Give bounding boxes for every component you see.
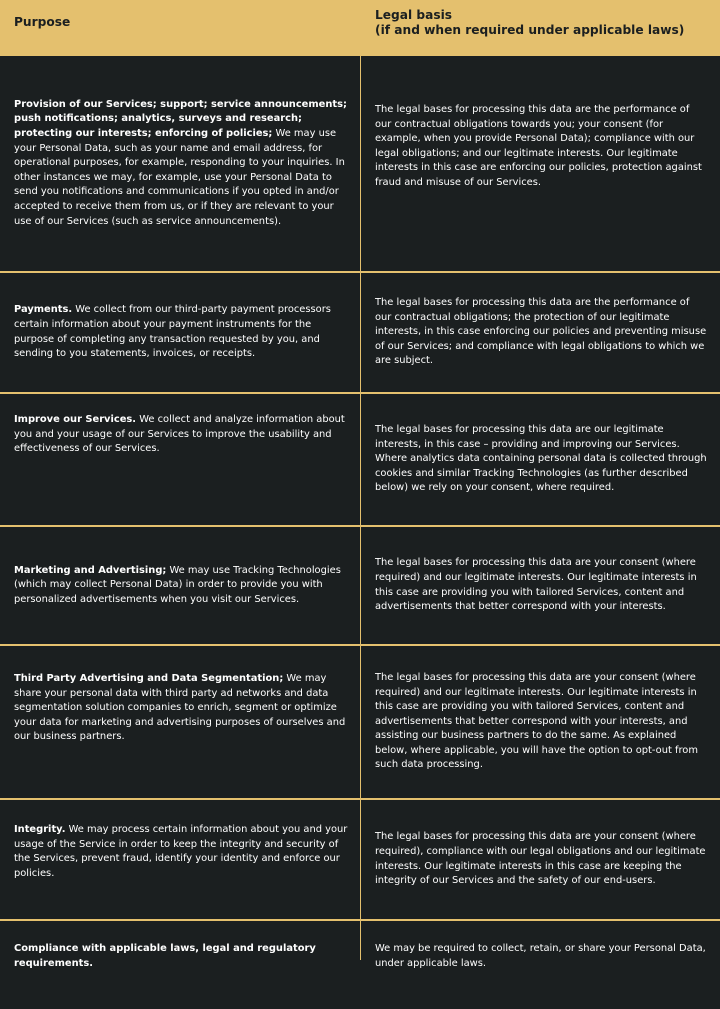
table-row <box>0 919 720 1009</box>
legal-basis-cell <box>361 394 720 525</box>
header-legal-basis <box>361 0 720 54</box>
purpose-lead: Payments. <box>14 304 73 316</box>
legal-basis-text: The legal bases for processing this data are the performance of our contractual obligations towards you; your consent (for example, when you provide Personal Data); compliance with our legal obligations; and our legitimate interests. Our legitimate interests in this case are enforcing our policies, protection against fraud and misuse of our Services. <box>375 104 702 188</box>
table-row <box>0 798 720 919</box>
legal-basis-text: The legal bases for processing this data are your consent (where required), compliance with our legal obligations and our legitimate interests. Our legitimate interests in this case are keeping the integrity of our Services and the safety of our end-users. <box>375 831 706 887</box>
purpose-text: We collect from our third-party payment processors certain information about your payment instruments for the purpose of completing any transaction requested by you, and sending to you statements, invoices, or receipts. <box>14 304 331 360</box>
table-header <box>0 0 720 54</box>
purpose-cell <box>0 646 360 798</box>
purpose-text: We collect and analyze information about you and your usage of our Services to improve the usability and effectiveness of our Services. <box>14 414 345 455</box>
legal-basis-cell <box>361 800 720 919</box>
legal-basis-text: The legal bases for processing this data are the performance of our contractual obligations; the protection of our legitimate interests, in this case enforcing our policies and preventing misuse of our Services; and compliance with legal obligations to which we are subject. <box>375 297 707 367</box>
purpose-text: We may use Tracking Technologies (which may collect Personal Data) in order to provide you with personalized advertisements when you visit our Services. <box>14 564 341 605</box>
purpose-lead: Compliance with applicable laws, legal and regulatory requirements. <box>14 943 316 969</box>
table-row <box>0 644 720 798</box>
purpose-text: We may use your Personal Data, such as your name and email address, for operational purposes, for example, responding to your inquiries. In other instances we may, for example, use your Personal Data to send you notifications and communications if you opted in and/or accepted to receive them from us, or if they are relevant to your use of our Services (such as service announcements). <box>14 128 345 227</box>
purpose-lead: Marketing and Advertising; <box>14 564 167 576</box>
header-purpose <box>0 0 361 54</box>
purpose-text: We may process certain information about you and your usage of the Service in order to keep the integrity and security of the Services, prevent fraud, identify your identity and enforce our policies. <box>14 824 348 879</box>
legal-basis-text: The legal bases for processing this data are your consent (where required) and our legitimate interests. Our legitimate interests in this case are providing you with tailored Services, content and advertisements that better correspond with your interests. <box>375 557 697 613</box>
purpose-lead: Improve our Services. <box>14 414 137 425</box>
legal-basis-cell <box>361 527 720 644</box>
purpose-cell <box>0 56 360 271</box>
purpose-cell <box>0 800 360 919</box>
legal-basis-text: We may be required to collect, retain, or share your Personal Data, under applicable laws. <box>375 943 706 969</box>
legal-basis-text: The legal bases for processing this data are our legitimate interests, in this case – providing and improving our Services. Where analytics data containing personal data is collected through cookies and similar Tracking Technologies (as further described below) we rely on your consent, where required. <box>375 424 707 494</box>
purpose-lead: Third Party Advertising and Data Segmentation; <box>14 673 284 684</box>
purpose-cell <box>0 273 360 392</box>
table-row <box>0 54 720 271</box>
purpose-cell <box>0 921 360 1009</box>
header-purpose-label: Purpose <box>14 15 71 29</box>
legal-basis-text: The legal bases for processing this data are your consent (where required) and our legitimate interests. Our legitimate interests in this case are providing you with tailored Services, content and advertisements that better correspond with your interests, and assisting our business partners to do the same. As explained below, where applicable, you will have the option to opt-out from such data processing. <box>375 671 698 771</box>
table-body <box>0 54 720 1009</box>
legal-basis-cell <box>361 646 720 798</box>
table-row <box>0 271 720 392</box>
legal-basis-cell <box>361 56 720 271</box>
table-row <box>0 525 720 644</box>
purpose-text: We may share your personal data with third party ad networks and data segmentation solution companies to enrich, segment or optimize your data for marketing and advertising purposes of ourselves and our business partners. <box>14 673 346 743</box>
legal-basis-cell <box>361 921 720 1009</box>
purpose-lead: Integrity. <box>14 824 66 835</box>
purpose-cell <box>0 394 360 525</box>
purpose-cell <box>0 527 360 644</box>
legal-basis-cell <box>361 273 720 392</box>
table-row <box>0 392 720 525</box>
header-legal-label: Legal basis <box>375 8 453 22</box>
header-legal-sublabel: (if and when required under applicable laws) <box>375 22 685 37</box>
purpose-lead: Provision of our Services; support; service announcements; push notifications; analytics, surveys and research; protecting our interests; enforcing of policies; <box>14 98 347 140</box>
